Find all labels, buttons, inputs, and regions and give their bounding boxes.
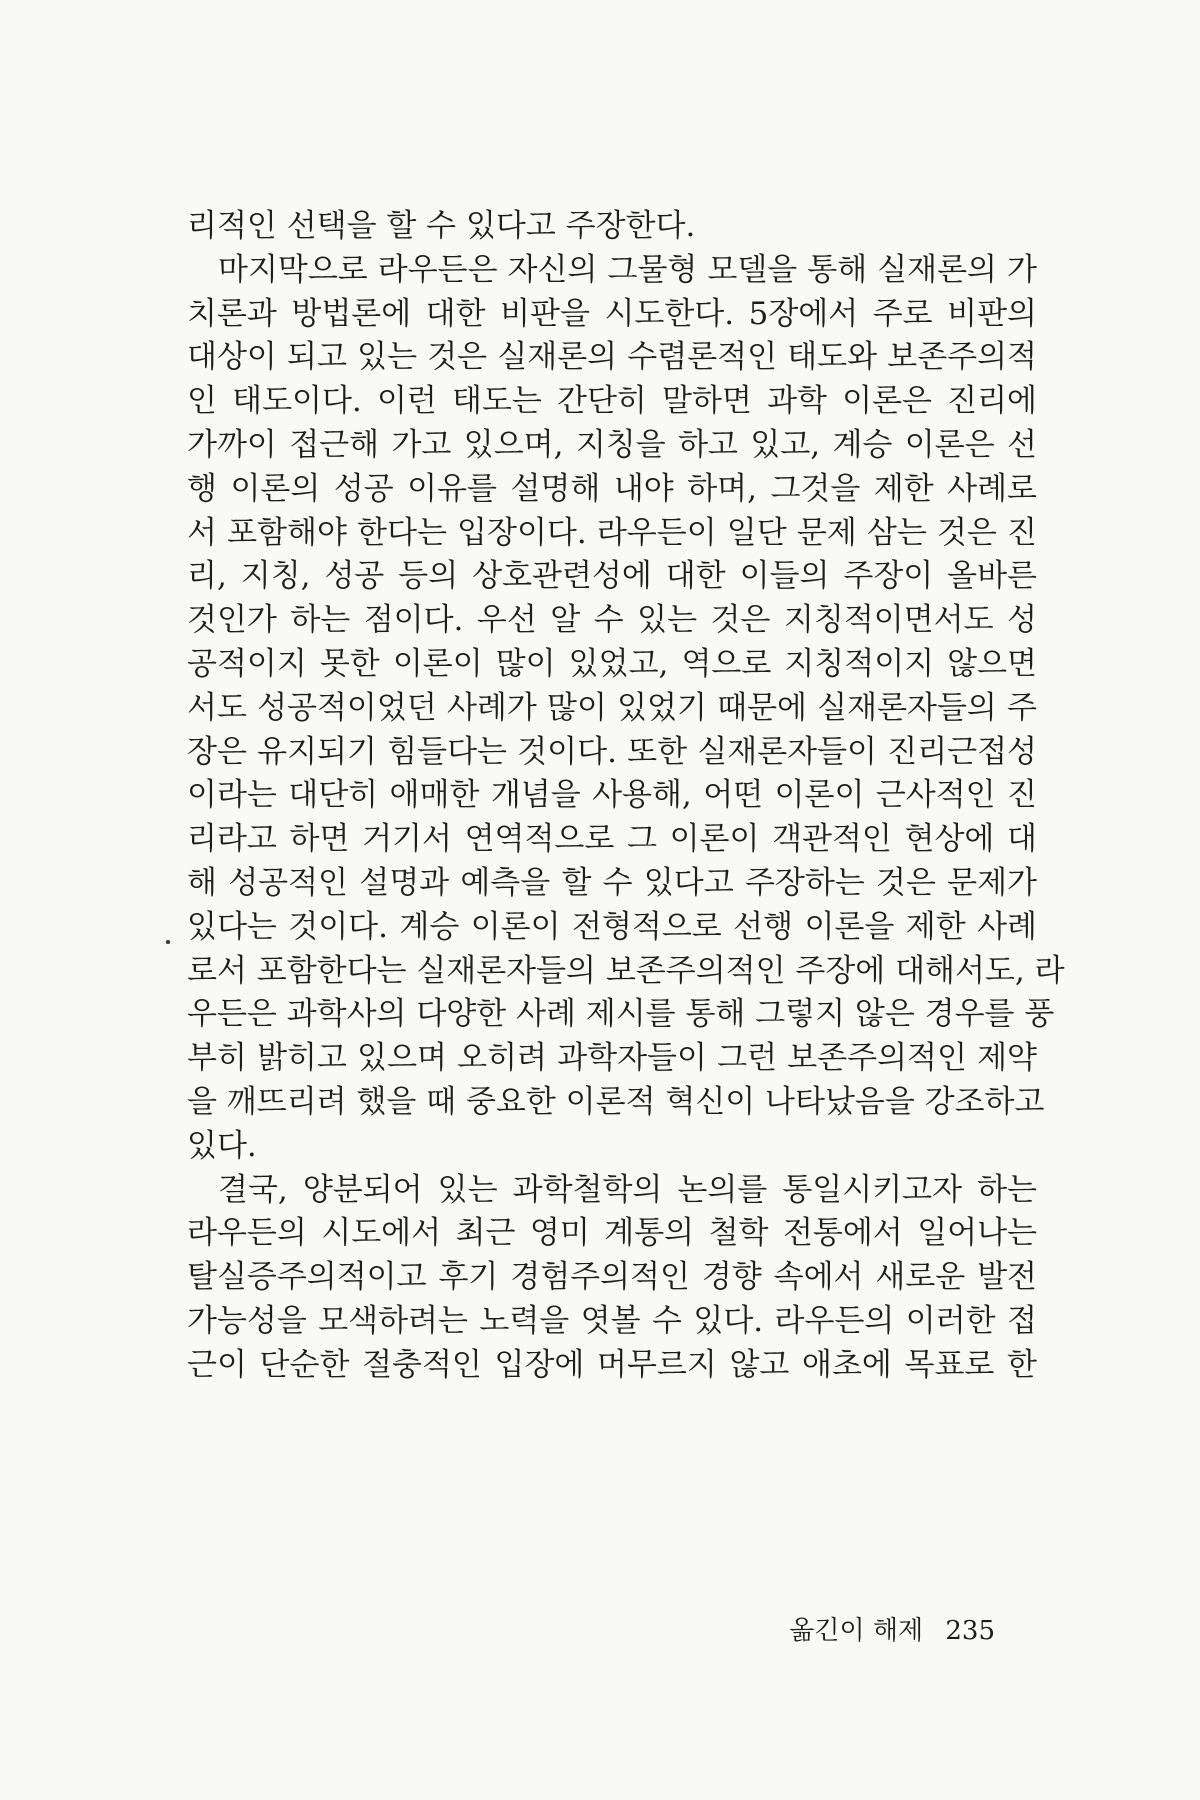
- text-line: 가까이 접근해 가고 있으며, 지칭을 하고 있고, 계승 이론은 선: [187, 426, 1037, 463]
- text-line: 리, 지칭, 성공 등의 상호관련성에 대한 이들의 주장이 올바른: [187, 558, 1037, 595]
- text-line: 있다는 것이다. 계승 이론이 전형적으로 선행 이론을 제한 사례: [187, 908, 1037, 945]
- text-line: 있다.: [187, 1127, 257, 1164]
- text-line: 행 이론의 성공 이유를 설명해 내야 하며, 그것을 제한 사례로: [187, 470, 1037, 507]
- text-line: 리적인 선택을 할 수 있다고 주장한다.: [187, 208, 696, 244]
- text-line: 인 태도이다. 이런 태도는 간단히 말하면 과학 이론은 진리에: [187, 383, 1037, 420]
- text-line: 서 포함해야 한다는 입장이다. 라우든이 일단 문제 삼는 것은 진: [187, 514, 1037, 551]
- page-footer: [789, 1610, 995, 1647]
- running-footer-title: 옮긴이 해제: [789, 1616, 924, 1646]
- text-line: 마지막으로 라우든은 자신의 그물형 모델을 통해 실재론의 가: [218, 251, 1037, 288]
- text-line: 것인가 하는 점이다. 우선 알 수 있는 것은 지칭적이면서도 성: [187, 602, 1037, 639]
- margin-dot-mark: [166, 940, 170, 944]
- text-line: 서도 성공적이었던 사례가 많이 있었기 때문에 실재론자들의 주: [187, 689, 1037, 726]
- body-text: [187, 205, 1065, 1388]
- text-line: 근이 단순한 절충적인 입장에 머무르지 않고 애초에 목표로 한: [187, 1346, 1037, 1383]
- text-line: 우든은 과학사의 다양한 사례 제시를 통해 그렇지 않은 경우를 풍: [187, 996, 1055, 1033]
- text-line: 라우든의 시도에서 최근 영미 계통의 철학 전통에서 일어나는: [187, 1215, 1037, 1252]
- text-line: 부히 밝히고 있으며 오히려 과학자들이 그런 보존주의적인 제약: [187, 1040, 1037, 1077]
- text-line: 이라는 대단히 애매한 개념을 사용해, 어떤 이론이 근사적인 진: [187, 777, 1037, 814]
- text-line: 치론과 방법론에 대한 비판을 시도한다. 5장에서 주로 비판의: [187, 295, 1037, 332]
- text-line: 결국, 양분되어 있는 과학철학의 논의를 통일시키고자 하는: [218, 1171, 1037, 1208]
- text-line: 로서 포함한다는 실재론자들의 보존주의적인 주장에 대해서도, 라: [187, 952, 1065, 989]
- text-line: 가능성을 모색하려는 노력을 엿볼 수 있다. 라우든의 이러한 접: [187, 1302, 1037, 1339]
- text-line: 장은 유지되기 힘들다는 것이다. 또한 실재론자들이 진리근접성: [187, 733, 1037, 770]
- text-line: 을 깨뜨리려 했을 때 중요한 이론적 혁신이 나타났음을 강조하고: [187, 1083, 1045, 1120]
- text-line: 대상이 되고 있는 것은 실재론의 수렴론적인 태도와 보존주의적: [187, 339, 1037, 376]
- page-number: 235: [945, 1616, 995, 1646]
- text-line: 해 성공적인 설명과 예측을 할 수 있다고 주장하는 것은 문제가: [187, 864, 1037, 901]
- text-line: 탈실증주의적이고 후기 경험주의적인 경향 속에서 새로운 발전: [187, 1259, 1037, 1296]
- text-line: 리라고 하면 거기서 연역적으로 그 이론이 객관적인 현상에 대: [187, 821, 1037, 858]
- text-line: 공적이지 못한 이론이 많이 있었고, 역으로 지칭적이지 않으면: [187, 645, 1037, 682]
